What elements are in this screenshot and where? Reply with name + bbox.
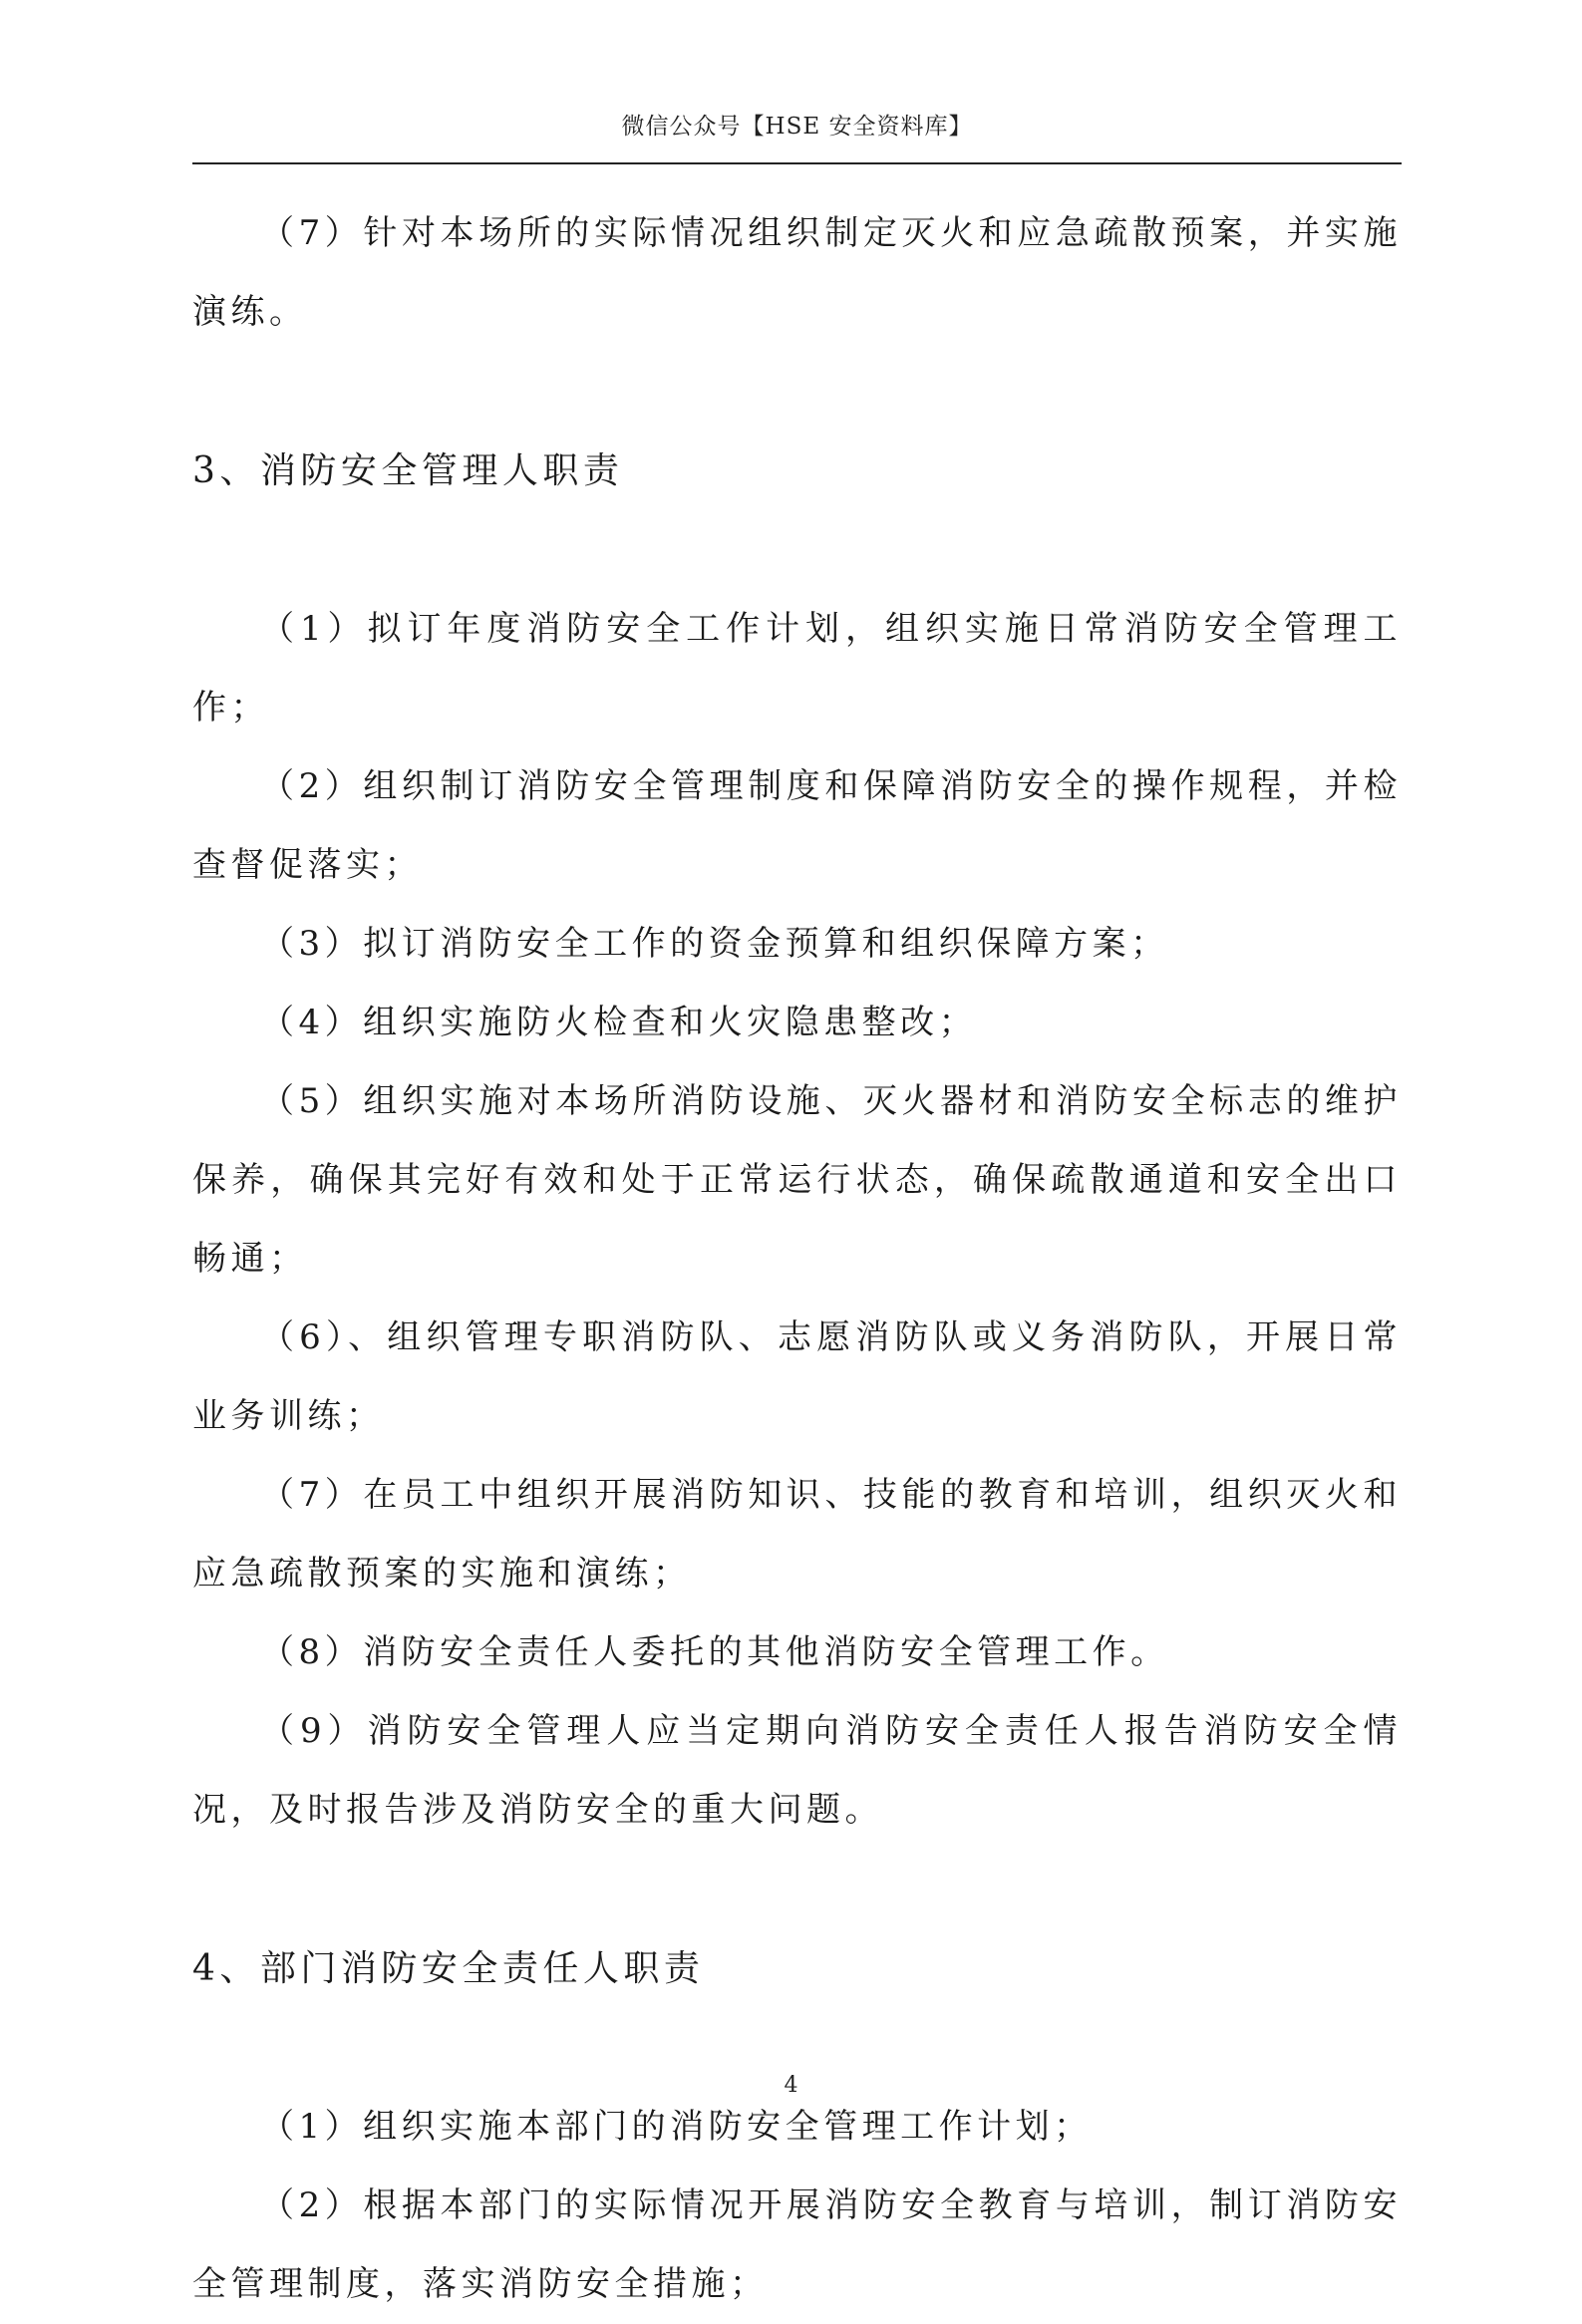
list-item: （6）、组织管理专职消防队、志愿消防队或义务消防队，开展日常业务训练； [192, 1317, 1402, 1436]
list-item: （3）拟订消防安全工作的资金预算和组织保障方案； [260, 924, 1169, 964]
list-item: （2）根据本部门的实际情况开展消防安全教育与培训，制订消防安全管理制度，落实消防安全措施； [192, 2185, 1402, 2304]
header-divider [192, 162, 1402, 164]
page-header: 微信公众号【HSE 安全资料库】 [621, 114, 973, 140]
document-body [192, 194, 1402, 2324]
section-heading-4: 4、部门消防安全责任人职责 [192, 1948, 705, 1989]
list-item: （1）组织实施本部门的消防安全管理工作计划； [260, 2107, 1093, 2147]
list-item: （9）消防安全管理人应当定期向消防安全责任人报告消防安全情况，及时报告涉及消防安全的重大问题。 [192, 1711, 1402, 1830]
list-item: （7）在员工中组织开展消防知识、技能的教育和培训，组织灭火和应急疏散预案的实施和演练； [192, 1475, 1402, 1594]
list-item: （2）组织制订消防安全管理制度和保障消防安全的操作规程，并检查督促落实； [192, 766, 1402, 885]
list-item: （4）组织实施防火检查和火灾隐患整改； [260, 1003, 978, 1042]
list-item: （1）拟订年度消防安全工作计划，组织实施日常消防安全管理工作； [192, 609, 1402, 727]
page-number: 4 [784, 2073, 798, 2098]
paragraph: （7）针对本场所的实际情况组织制定灭火和应急疏散预案，并实施演练。 [192, 213, 1402, 332]
section-heading-3: 3、消防安全管理人职责 [192, 450, 624, 491]
list-item: （5）组织实施对本场所消防设施、灭火器材和消防安全标志的维护保养，确保其完好有效和处于正常运行状态，确保疏散通道和安全出口畅通； [192, 1081, 1402, 1279]
list-item: （8）消防安全责任人委托的其他消防安全管理工作。 [260, 1632, 1169, 1672]
